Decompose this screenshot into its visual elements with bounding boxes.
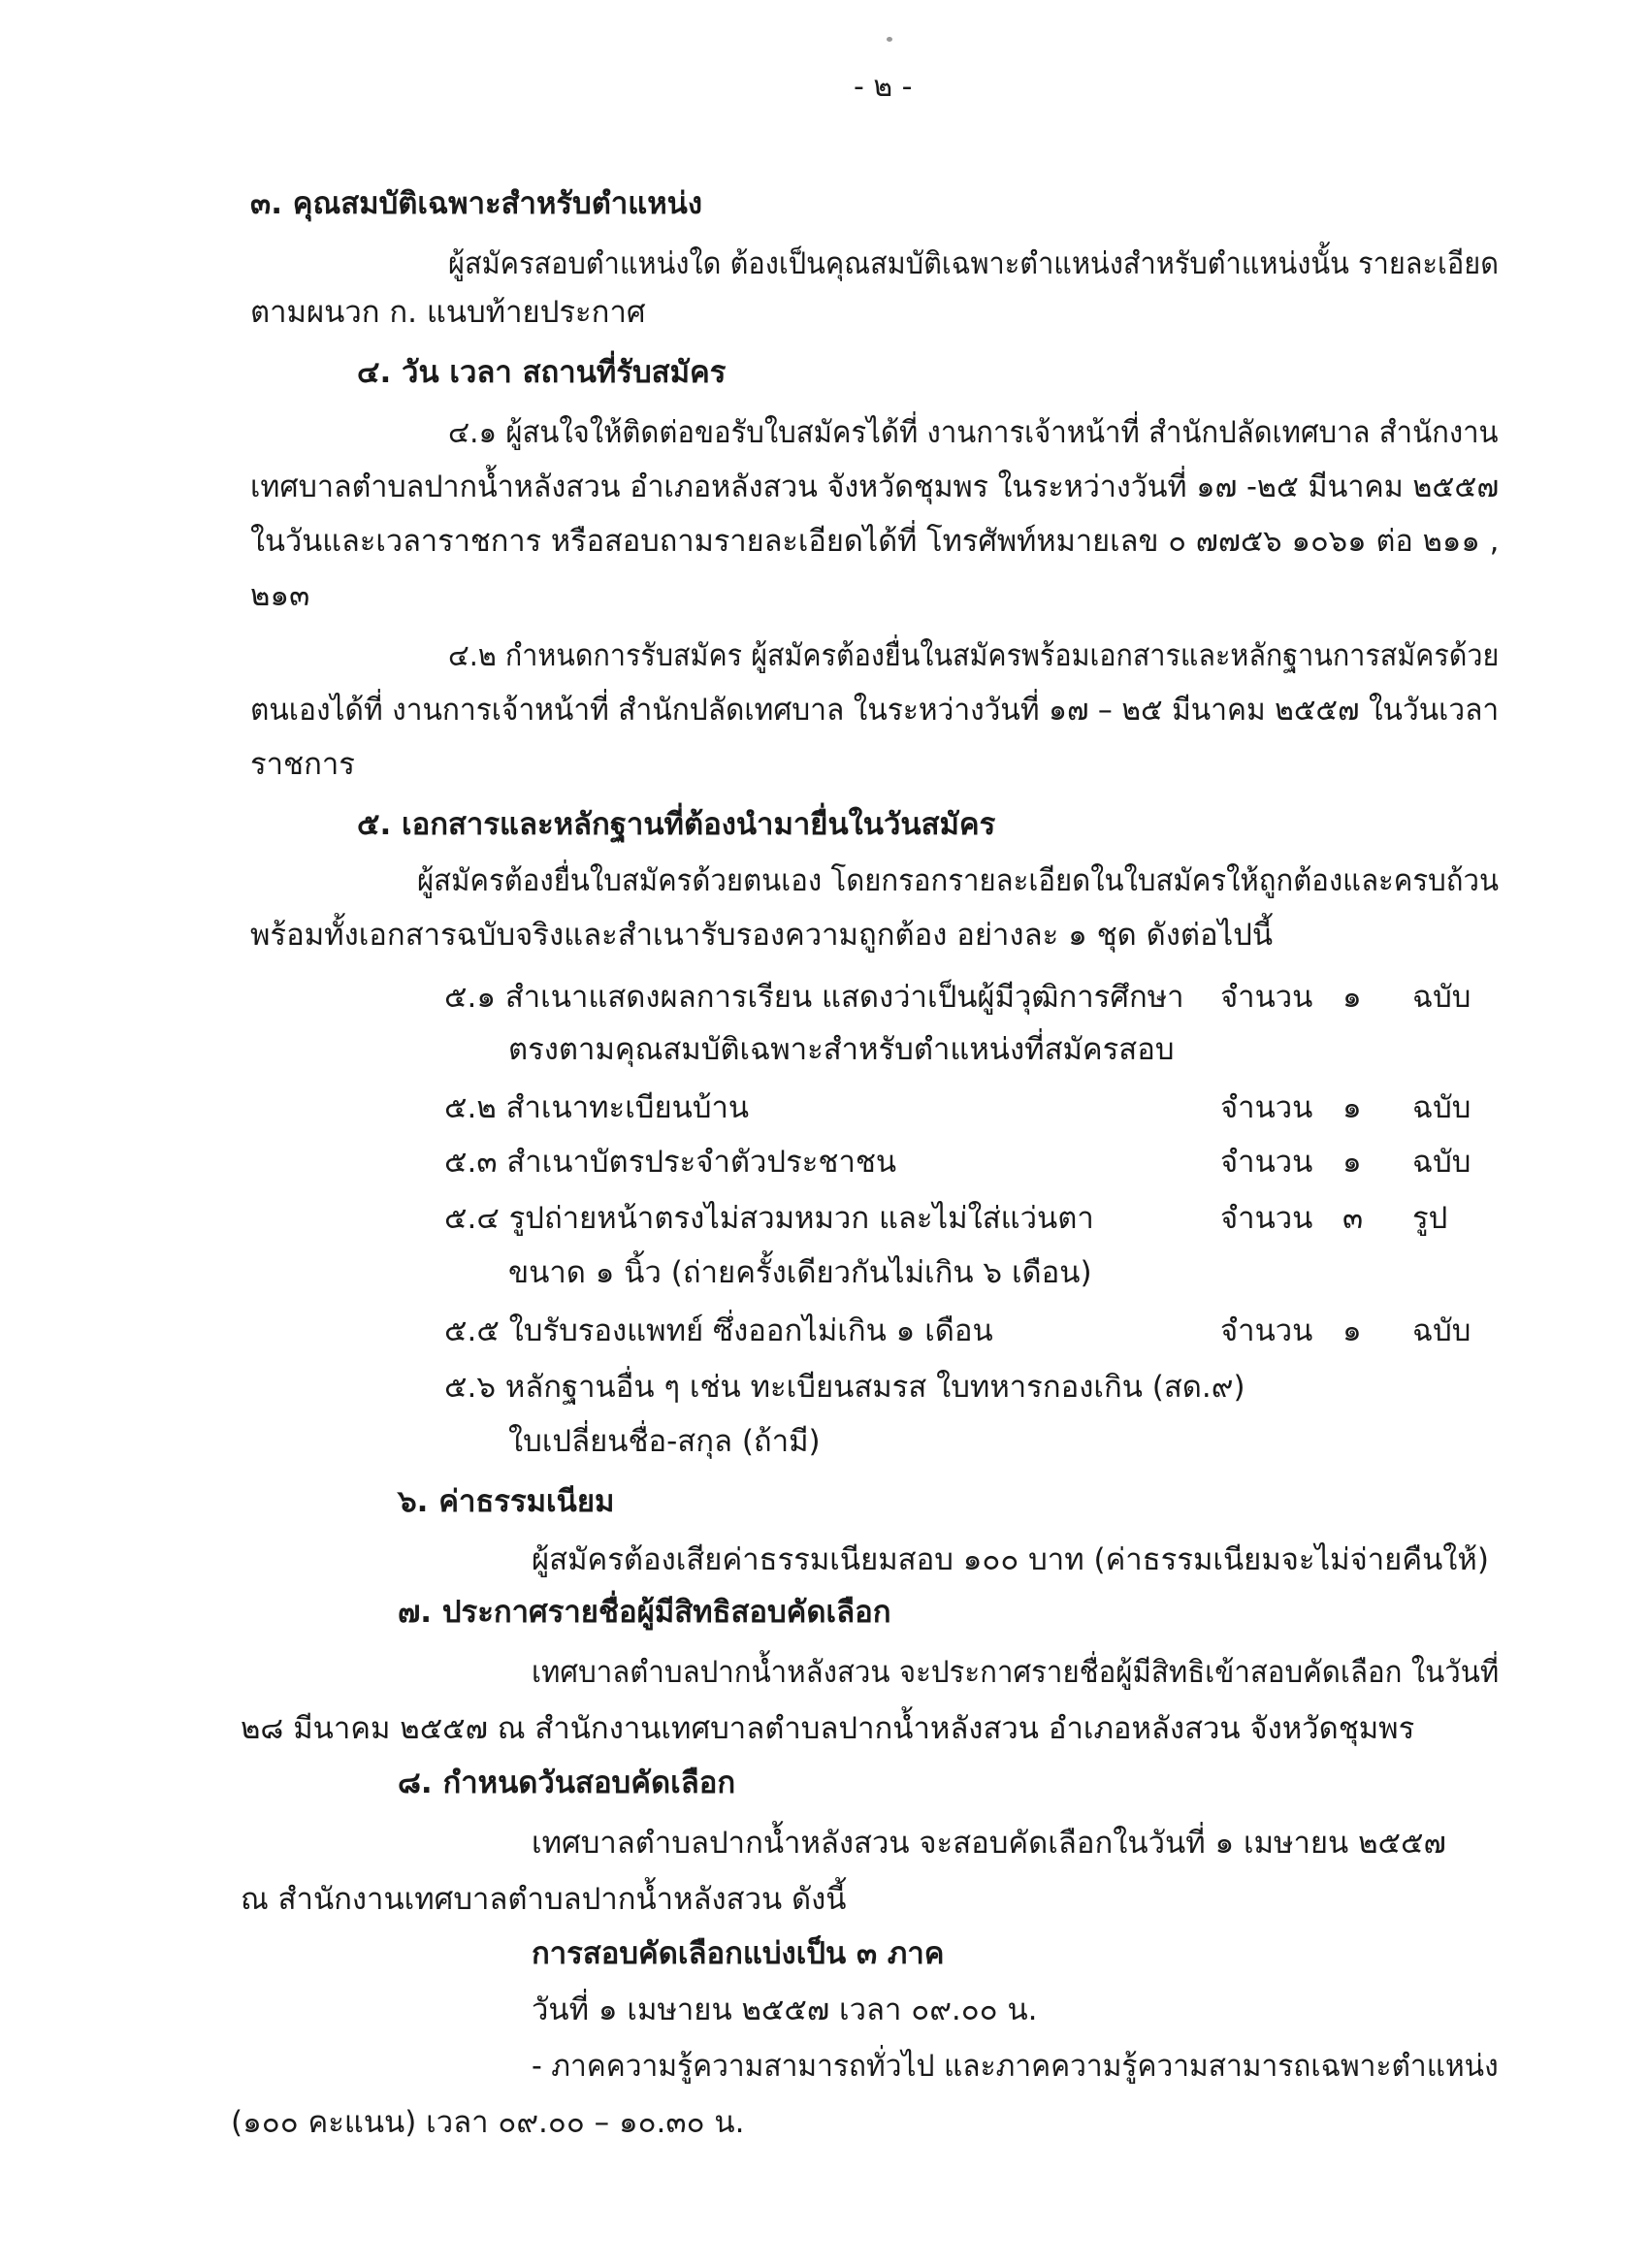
document-item-text: ใบเปลี่ยนชื่อ-สกุล (ถ้ามี) — [508, 1424, 821, 1459]
section-8-subheading: การสอบคัดเลือกแบ่งเป็น ๓ ภาค — [532, 1936, 945, 1971]
document-item-quantity — [1220, 978, 1471, 1017]
page-number: - ๒ - — [854, 70, 913, 104]
document-item-quantity — [1220, 1312, 1471, 1350]
quantity-number: ๑ — [1342, 980, 1362, 1015]
document-item-text: ๕.๒ สำเนาทะเบียนบ้าน — [444, 1090, 750, 1125]
section-4-1-line: ๒๑๓ — [250, 578, 310, 613]
section-5-heading: ๕. เอกสารและหลักฐานที่ต้องนำมายื่นในวันสมัคร — [357, 807, 996, 842]
quantity-unit: ฉบับ — [1412, 980, 1471, 1015]
quantity-number: ๑ — [1342, 1313, 1362, 1348]
section-4-heading: ๔. วัน เวลา สถานที่รับสมัคร — [357, 355, 727, 390]
quantity-unit: ฉบับ — [1412, 1313, 1471, 1348]
section-4-2-line: ตนเองได้ที่ งานการเจ้าหน้าที่ สำนักปลัดเทศบาล ในระหว่างวันที่ ๑๗ – ๒๕ มีนาคม ๒๕๕๗ ในวันเวลา — [250, 693, 1500, 728]
document-item-text: ๕.๕ ใบรับรองแพทย์ ซึ่งออกไม่เกิน ๑ เดือน — [444, 1313, 993, 1348]
document-item-text: ๕.๖ หลักฐานอื่น ๆ เช่น ทะเบียนสมรส ใบทหารกองเกิน (สด.๙) — [444, 1370, 1245, 1405]
document-item-text: ๕.๓ สำเนาบัตรประจำตัวประชาชน — [444, 1145, 897, 1180]
section-4-1-line: เทศบาลตำบลปากน้ำหลังสวน อำเภอหลังสวน จังหวัดชุมพร ในระหว่างวันที่ ๑๗ -๒๕ มีนาคม ๒๕๕๗ — [250, 470, 1500, 504]
section-3-heading: ๓. คุณสมบัติเฉพาะสำหรับตำแหน่ง — [250, 186, 702, 221]
document-item-quantity — [1220, 1088, 1471, 1127]
section-8-heading: ๘. กำหนดวันสอบคัดเลือก — [398, 1766, 736, 1800]
quantity-unit: รูป — [1412, 1201, 1448, 1236]
document-item-text: ๕.๑ สำเนาแสดงผลการเรียน แสดงว่าเป็นผู้มีวุฒิการศึกษา — [444, 980, 1184, 1015]
section-7-paragraph-line: ๒๘ มีนาคม ๒๕๕๗ ณ สำนักงานเทศบาลตำบลปากน้ำหลังสวน อำเภอหลังสวน จังหวัดชุมพร — [241, 1711, 1415, 1746]
document-item-quantity — [1220, 1199, 1447, 1238]
section-7-heading: ๗. ประกาศรายชื่อผู้มีสิทธิสอบคัดเลือก — [398, 1595, 891, 1630]
document-item-text: ตรงตามคุณสมบัติเฉพาะสำหรับตำแหน่งที่สมัครสอบ — [508, 1032, 1175, 1067]
document-item-text: ๕.๔ รูปถ่ายหน้าตรงไม่สวมหมวก และไม่ใส่แว่นตา — [444, 1201, 1094, 1236]
section-4-1-line: ๔.๑ ผู้สนใจให้ติดต่อขอรับใบสมัครได้ที่ งานการเจ้าหน้าที่ สำนักปลัดเทศบาล สำนักงาน — [448, 415, 1499, 450]
section-6-paragraph-line: ผู้สมัครต้องเสียค่าธรรมเนียมสอบ ๑๐๐ บาท (ค่าธรรมเนียมจะไม่จ่ายคืนให้) — [532, 1542, 1489, 1577]
section-5-paragraph-line: ผู้สมัครต้องยื่นใบสมัครด้วยตนเอง โดยกรอกรายละเอียดในใบสมัครให้ถูกต้องและครบถ้วน — [417, 863, 1499, 898]
quantity-label: จำนวน — [1220, 1313, 1313, 1348]
section-4-2-line: ๔.๒ กำหนดการรับสมัคร ผู้สมัครต้องยื่นในสมัครพร้อมเอกสารและหลักฐานการสมัครด้วย — [448, 638, 1500, 673]
section-8-paragraph-line: ณ สำนักงานเทศบาลตำบลปากน้ำหลังสวน ดังนี้ — [241, 1882, 847, 1917]
exam-date-line: วันที่ ๑ เมษายน ๒๕๕๗ เวลา ๐๙.๐๐ น. — [532, 1993, 1038, 2027]
exam-part-line: - ภาคความรู้ความสามารถทั่วไป และภาคความรู้ความสามารถเฉพาะตำแหน่ง — [532, 2049, 1499, 2084]
section-3-paragraph-line: ตามผนวก ก. แนบท้ายประกาศ — [250, 295, 646, 330]
scan-speck — [887, 37, 892, 42]
section-7-paragraph-line: เทศบาลตำบลปากน้ำหลังสวน จะประกาศรายชื่อผู้มีสิทธิเข้าสอบคัดเลือก ในวันที่ — [532, 1655, 1500, 1690]
quantity-unit: ฉบับ — [1412, 1145, 1471, 1180]
quantity-label: จำนวน — [1220, 1201, 1313, 1236]
section-3-paragraph-line: ผู้สมัครสอบตำแหน่งใด ต้องเป็นคุณสมบัติเฉพาะตำแหน่งสำหรับตำแหน่งนั้น รายละเอียด — [448, 246, 1500, 281]
exam-part-line: (๑๐๐ คะแนน) เวลา ๐๙.๐๐ – ๑๐.๓๐ น. — [231, 2105, 745, 2140]
quantity-number: ๑ — [1342, 1145, 1362, 1180]
section-5-paragraph-line: พร้อมทั้งเอกสารฉบับจริงและสำเนารับรองความถูกต้อง อย่างละ ๑ ชุด ดังต่อไปนี้ — [250, 918, 1274, 953]
quantity-number: ๑ — [1342, 1090, 1362, 1125]
quantity-number: ๓ — [1342, 1201, 1364, 1236]
document-item-text: ขนาด ๑ นิ้ว (ถ่ายครั้งเดียวกันไม่เกิน ๖ เดือน) — [508, 1255, 1092, 1290]
quantity-unit: ฉบับ — [1412, 1090, 1471, 1125]
document-item-quantity — [1220, 1143, 1471, 1182]
section-4-1-line: ในวันและเวลาราชการ หรือสอบถามรายละเอียดได้ที่ โทรศัพท์หมายเลข ๐ ๗๗๕๖ ๑๐๖๑ ต่อ ๒๑๑ , — [250, 524, 1500, 559]
section-6-heading: ๖. ค่าธรรมเนียม — [398, 1484, 615, 1519]
quantity-label: จำนวน — [1220, 1090, 1313, 1125]
section-8-paragraph-line: เทศบาลตำบลปากน้ำหลังสวน จะสอบคัดเลือกในวันที่ ๑ เมษายน ๒๕๕๗ — [532, 1826, 1446, 1861]
section-4-2-line: ราชการ — [250, 747, 355, 782]
quantity-label: จำนวน — [1220, 1145, 1313, 1180]
quantity-label: จำนวน — [1220, 980, 1313, 1015]
